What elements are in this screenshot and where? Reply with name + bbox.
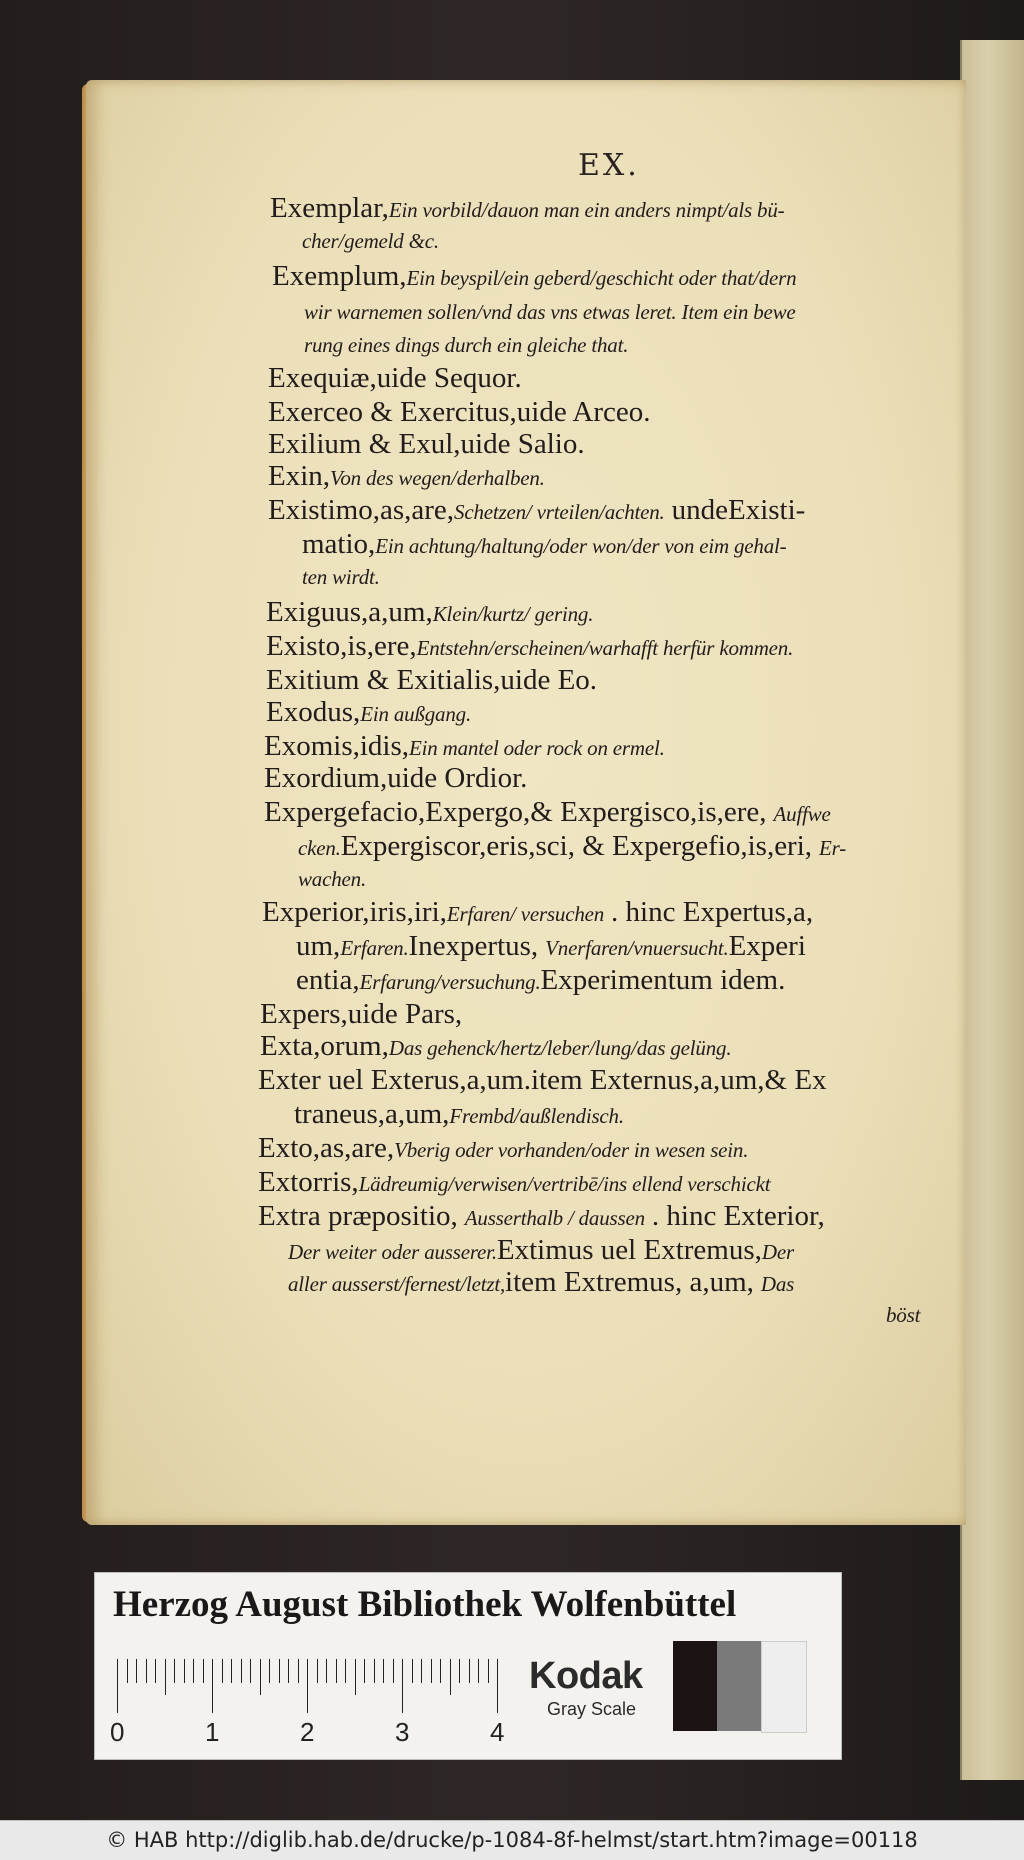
entry-line: ten wirdt. [302, 565, 380, 589]
ruler-tick [478, 1659, 479, 1683]
ruler-tick [459, 1659, 460, 1683]
ruler-tick [383, 1659, 384, 1683]
kodak-gray-scale-label: Gray Scale [547, 1699, 637, 1719]
ruler-tick [440, 1659, 441, 1683]
entry-line: Exerceo & Exercitus,uide Arceo. [268, 396, 651, 428]
entry-line: Exemplar,Ein vorbild/dauon man ein anders nimpt/als bü- [270, 192, 785, 224]
entry-line: Exitium & Exitialis,uide Eo. [266, 664, 598, 696]
gray-patch-white [761, 1641, 807, 1733]
entry-line: Expergefacio,Expergo,& Expergisco,is,ere, Auffwe [264, 796, 831, 828]
ruler-tick [212, 1659, 213, 1713]
ruler-tick [431, 1659, 432, 1683]
ruler [110, 1659, 517, 1747]
ruler-number: 1 [205, 1717, 220, 1747]
ruler-tick [288, 1659, 289, 1683]
entry-line: matio,Ein achtung/haltung/oder won/der von eim gehal- [302, 528, 787, 560]
ruler-tick [345, 1659, 346, 1683]
entry-line: traneus,a,um,Frembd/außlendisch. [294, 1098, 624, 1130]
ruler-tick [231, 1659, 232, 1683]
entry-line: Expers,uide Pars, [260, 998, 463, 1030]
gray-patch-black [673, 1641, 717, 1731]
entry-line: Exter uel Exterus,a,um.item Externus,a,um,& Ex [258, 1064, 827, 1096]
entry-line: Exto,as,are,Vberig oder vorhanden/oder in wesen sein. [258, 1132, 749, 1164]
ruler-tick [298, 1659, 299, 1683]
gray-patch-gray [717, 1641, 761, 1731]
ruler-tick [155, 1659, 156, 1683]
ruler-number: 3 [395, 1717, 410, 1747]
ruler-tick [412, 1659, 413, 1683]
ruler-tick [317, 1659, 318, 1683]
ruler-tick [393, 1659, 394, 1683]
entry-line: cher/gemeld &c. [302, 229, 439, 253]
entry-line: Exta,orum,Das gehenck/hertz/leber/lung/das gelüng. [260, 1030, 732, 1062]
entry-line: Existo,is,ere,Entstehn/erscheinen/warhafft herfür kommen. [266, 630, 794, 662]
ruler-tick [269, 1659, 270, 1683]
entry-line: Experior,iris,iri,Erfaren/ versuchen . hinc Expertus,a, [262, 896, 814, 928]
ruler-tick [421, 1659, 422, 1683]
catchword: böst [886, 1303, 921, 1327]
ruler-tick [374, 1659, 375, 1683]
footer-attribution: © HAB http://diglib.hab.de/drucke/p-1084-8f-helmst/start.htm?image=00118 [0, 1820, 1024, 1860]
library-color-scale-strip [94, 1572, 842, 1760]
ruler-tick [326, 1659, 327, 1683]
entry-line: wachen. [298, 867, 366, 891]
ruler-tick [127, 1659, 128, 1683]
entry-line: Exemplum,Ein beyspil/ein geberd/geschicht oder that/dern [272, 260, 797, 292]
entry-line: Exilium & Exul,uide Salio. [268, 428, 585, 460]
entry-line: Exiguus,a,um,Klein/kurtz/ gering. [266, 596, 594, 628]
ruler-tick [336, 1659, 337, 1683]
ruler-number: 4 [490, 1717, 505, 1747]
ruler-number: 0 [110, 1717, 125, 1747]
ruler-tick [241, 1659, 242, 1683]
ruler-number: 2 [300, 1717, 315, 1747]
entry-line: entia,Erfarung/versuchung.Experimentum idem. [296, 964, 786, 996]
kodak-logo: Kodak [529, 1655, 643, 1697]
ruler-tick [146, 1659, 147, 1683]
entry-line: um,Erfaren.Inexpertus, Vnerfaren/vnuersucht.Experi [296, 930, 806, 962]
running-head: EX. [578, 148, 640, 183]
ruler-tick [174, 1659, 175, 1683]
ruler-tick [222, 1659, 223, 1683]
entry-line: aller ausserst/fernest/letzt,item Extremus, a,um, Das [288, 1266, 795, 1298]
entry-line: wir warnemen sollen/vnd das vns etwas leret. Item ein bewe [304, 300, 796, 324]
entry-line: cken.Expergiscor,eris,sci, & Expergefio,is,eri, Er- [298, 830, 847, 862]
entry-line: Der weiter oder ausserer.Extimus uel Extremus,Der [288, 1234, 794, 1266]
ruler-tick [307, 1659, 308, 1713]
entry-line: Exomis,idis,Ein mantel oder rock on ermel. [264, 730, 665, 762]
ruler-tick [355, 1659, 356, 1695]
ruler-tick [136, 1659, 137, 1683]
entry-line: rung eines dings durch ein gleiche that. [304, 333, 629, 357]
ruler-tick [117, 1659, 118, 1713]
ruler-tick [497, 1659, 498, 1713]
ruler-tick [364, 1659, 365, 1683]
ruler-tick [203, 1659, 204, 1683]
ruler-tick [488, 1659, 489, 1683]
ruler-tick [469, 1659, 470, 1683]
entry-line: Exodus,Ein außgang. [266, 696, 472, 728]
ruler-tick [193, 1659, 194, 1683]
ruler-tick [184, 1659, 185, 1683]
entry-line: Exordium,uide Ordior. [264, 762, 528, 794]
ruler-tick [450, 1659, 451, 1695]
library-name: Herzog August Bibliothek Wolfenbüttel [113, 1584, 737, 1625]
entry-line: Exin,Von des wegen/derhalben. [268, 460, 545, 492]
ruler-tick [260, 1659, 261, 1695]
ruler-tick [250, 1659, 251, 1683]
entry-line: Existimo,as,are,Schetzen/ vrteilen/achten. undeExisti- [268, 494, 806, 526]
entry-line: Extorris,Lädreumig/verwisen/vertribē/ins ellend verschickt [258, 1166, 771, 1198]
ruler-tick [165, 1659, 166, 1695]
ruler-tick [279, 1659, 280, 1683]
ruler-tick [402, 1659, 403, 1713]
entry-line: Exequiæ,uide Sequor. [268, 362, 522, 394]
entry-line: Extra præpositio, Ausserthalb / daussen . hinc Exterior, [258, 1200, 825, 1232]
